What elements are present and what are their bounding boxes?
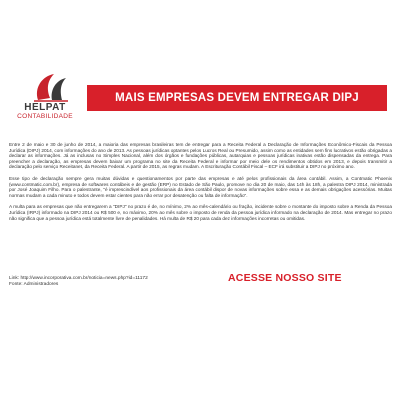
logo-text — [14, 102, 76, 121]
logo-subtitle: CONTABILIDADE — [17, 113, 73, 120]
article-source-credit: Fonte: Administradores — [9, 281, 59, 287]
article-paragraph: A multa para as empresas que não entregarem a "DIPJ" no prazo é de, no mínimo, 2% ao mês-calendário ou fração, incidente sobre o montante do imposto sobre a Renda da Pessoa Jurídica (IRPJ) informado na DIPJ 2014 ou R$ 500 e, no máximo, 20% ao mês sobre o imposto de renda da pessoa jurídica informado na declaração de 2014. Mas entregar no prazo não significa que a pessoa jurídica está totalmente livre de penalidades. Há multa de R$ 20 para cada dez informações incorretas ou omitidas. — [9, 204, 392, 221]
article-paragraph: Entre 2 de maio e 30 de junho de 2014, a maioria das empresas brasileiras tem de entregar para a Receita Federal a Declaração de Informações Econômico-Fiscais da Pessoa Jurídica (DIPJ) 2014, com informações do ano de 2013. As pessoas jurídicas optantes pelos Lucros Real ou Presumido, assim como as entidades sem fins lucrativos estão obrigadas a declarar as informações. Já as inclusas no Simples Nacional, além dos órgãos e fundações públicas, autarquias e pessoas jurídicas inativas estão dispensadas da entrega. Para preencher a declaração, as empresas devem baixar um programa no site da Receita Federal e informar por meio dele os rendimentos obtidos em 2013, e depois transmitir a declaração pelo serviço Receitanet, da Receita Federal. A partir de 2015, as regras mudam. A Escrituração Contábil Fiscal – ECF irá substituir a DIPJ no próximo ano. — [9, 142, 392, 170]
banner-title: MAIS EMPRESAS DEVEM ENTREGAR DIPJ — [115, 92, 359, 104]
article-paragraph: Esse tipo de declaração sempre gera muitas dúvidas e questionamentos por parte das empresas e até pelos profissionais da área contábil. Assim, a Contmatic Phoenix (www.contmatic.com.br), empresa de softwares contábeis e de gestão (ERP) no Estado de São Paulo, promove no dia 20 de maio, das 14h às 18h, a palestra DIPJ 2014, ministrada por José Joaquim Filho. Para o palestrante, "é imprescindível aos profissionais da área contábil dispor de novas informações sobre essa e as demais obrigações acessórias. Muitas normas mudam a cada minuto e todos devem estar cientes para não errar por desatenção ou falta de informação". — [9, 175, 392, 198]
article-link[interactable]: Link: http://www.incorporativa.com.br/noticia=news.php?id=11172 — [9, 276, 148, 281]
visit-site-link[interactable]: ACESSE NOSSO SITE — [228, 272, 342, 284]
logo-name: HELPAT — [24, 102, 66, 113]
article-source — [9, 276, 148, 288]
title-banner — [87, 85, 387, 111]
article-body — [9, 142, 392, 227]
